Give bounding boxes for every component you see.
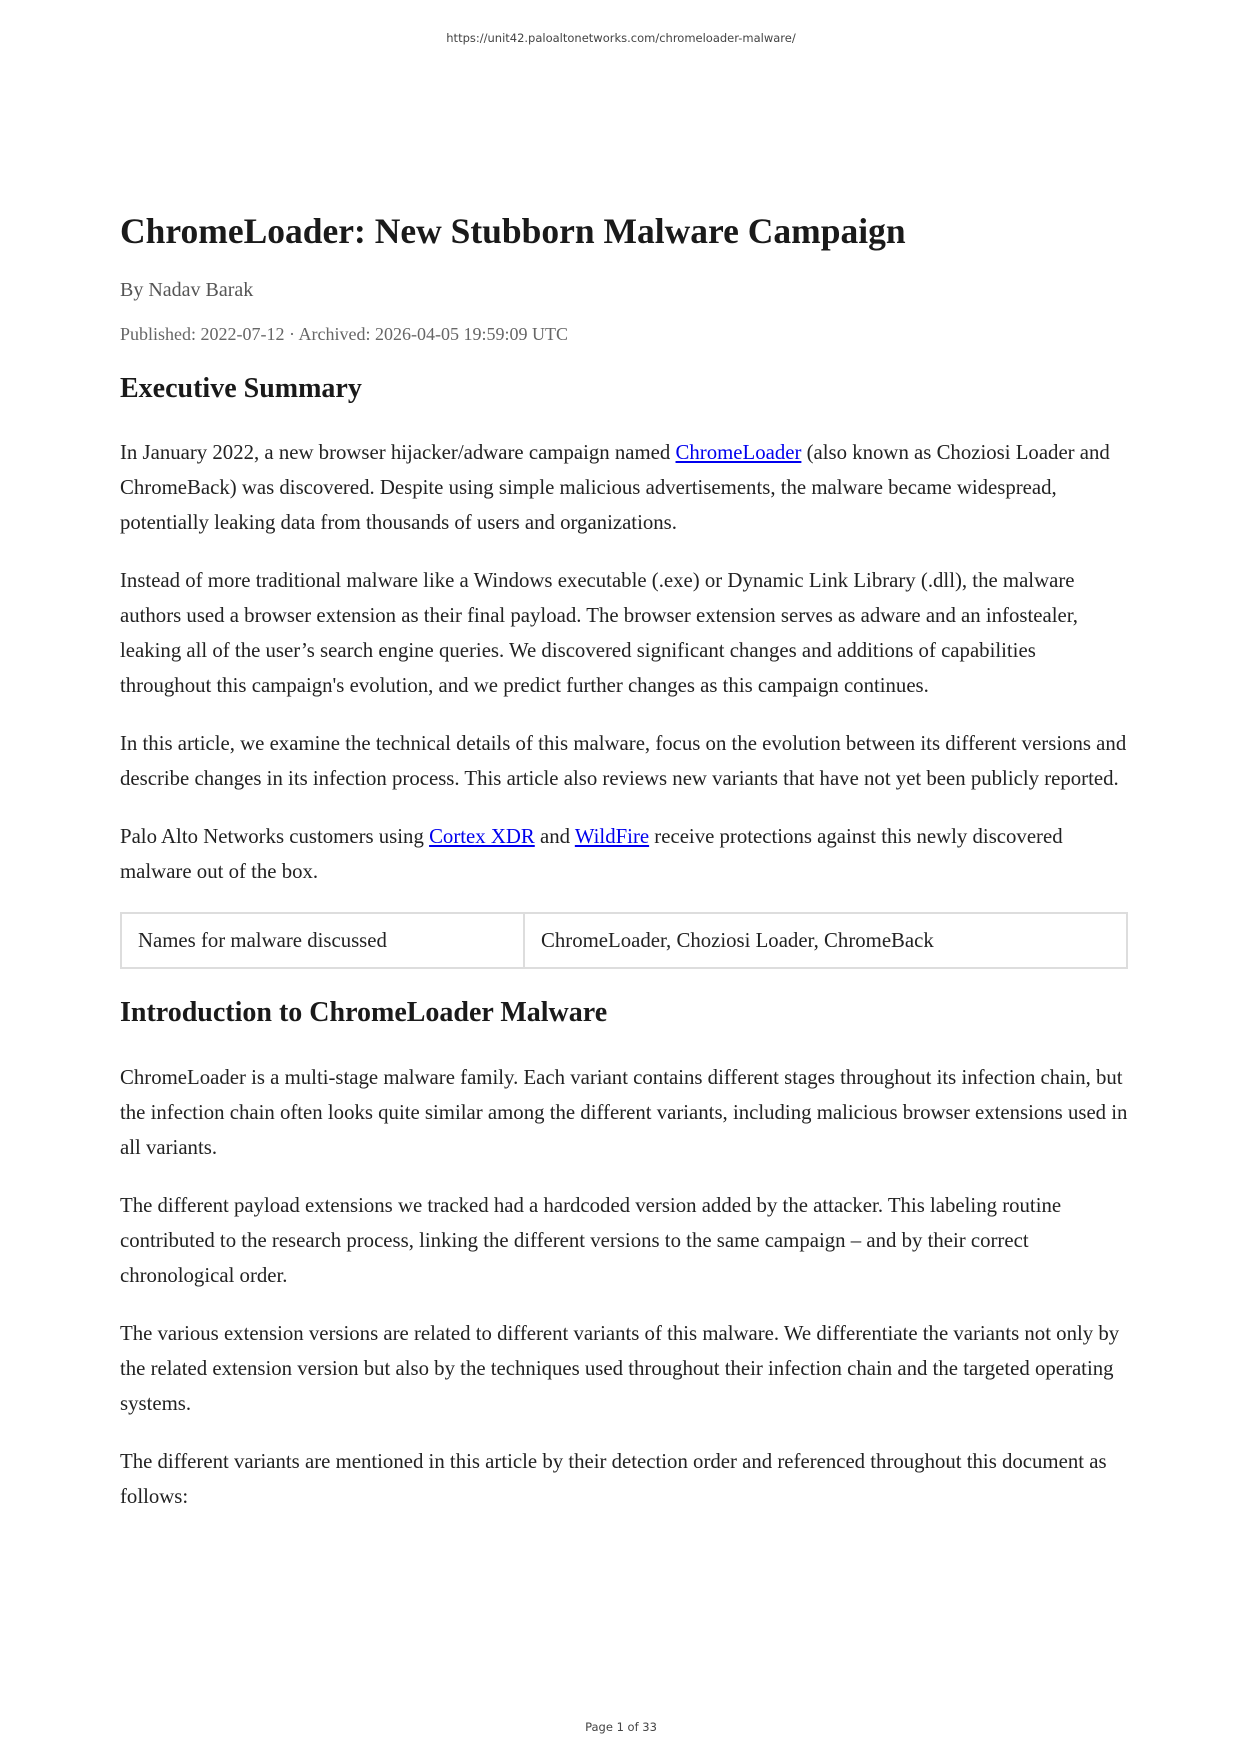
table-row	[121, 913, 1127, 968]
article-byline: By Nadav Barak	[120, 278, 254, 301]
article	[120, 210, 1128, 1514]
wildfire-link[interactable]: WildFire	[574, 825, 650, 849]
article-title: ChromeLoader: New Stubborn Malware Campaign	[120, 211, 906, 251]
article-meta: Published: 2022-07-12 · Archived: 2026-04-05 19:59:09 UTC	[120, 323, 568, 344]
introduction-heading: Introduction to ChromeLoader Malware	[120, 997, 608, 1029]
paragraph-text: (also known as Choziosi Loader and ChromeBack) was discovered. Despite using simple malicious advertisements, the malware became widespread, potentially leaking data from thousands of users and organizations.	[120, 441, 1110, 535]
cortex-xdr-link[interactable]: Cortex XDR	[429, 825, 535, 849]
executive-summary-paragraph-1	[120, 435, 1128, 540]
executive-summary-heading: Executive Summary	[120, 372, 362, 404]
executive-summary-paragraph-2: Instead of more traditional malware like a Windows executable (.exe) or Dynamic Link Library (.dll), the malware authors used a browser extension as their final payload. The browser extension serves as adware and an infostealer, leaking all of the user’s search engine queries. We discovered significant changes and additions of capabilities throughout this campaign's evolution, and we predict further changes as this campaign continues.	[120, 569, 1079, 698]
introduction-paragraph-3: The various extension versions are related to different variants of this malware. We differentiate the variants not only by the related extension version but also by the techniques used throughout their infection chain and the targeted operating systems.	[120, 1321, 1120, 1415]
executive-summary-paragraph-3: In this article, we examine the technical details of this malware, focus on the evolution between its different versions and describe changes in its infection process. This article also reviews new variants that have not yet been publicly reported.	[120, 732, 1127, 791]
page-url-header: https://unit42.paloaltonetworks.com/chromeloader-malware/	[446, 31, 796, 45]
introduction-paragraph-1: ChromeLoader is a multi-stage malware family. Each variant contains different stages throughout its infection chain, but the infection chain often looks quite similar among the different variants, including malicious browser extensions used in all variants.	[120, 1065, 1128, 1159]
malware-names-table	[120, 912, 1128, 969]
table-value-cell: ChromeLoader, Choziosi Loader, ChromeBack	[524, 913, 1127, 968]
paragraph-text: In January 2022, a new browser hijacker/adware campaign named	[120, 441, 676, 465]
paragraph-text: Palo Alto Networks customers using	[120, 825, 430, 849]
introduction-paragraph-4: The different variants are mentioned in this article by their detection order and referenced throughout this document as follows:	[120, 1449, 1107, 1508]
paragraph-text: receive protections against this newly discovered malware out of the box.	[120, 825, 1063, 884]
table-label-cell: Names for malware discussed	[121, 913, 524, 968]
executive-summary-paragraph-4	[120, 819, 1128, 889]
introduction-paragraph-2: The different payload extensions we tracked had a hardcoded version added by the attacker. This labeling routine contributed to the research process, linking the different versions to the same campaign – and by their correct chronological order.	[120, 1193, 1062, 1287]
chromeloader-link[interactable]: ChromeLoader	[675, 441, 802, 465]
page-number-footer: Page 1 of 33	[585, 1720, 657, 1734]
paragraph-text: and	[534, 825, 575, 849]
